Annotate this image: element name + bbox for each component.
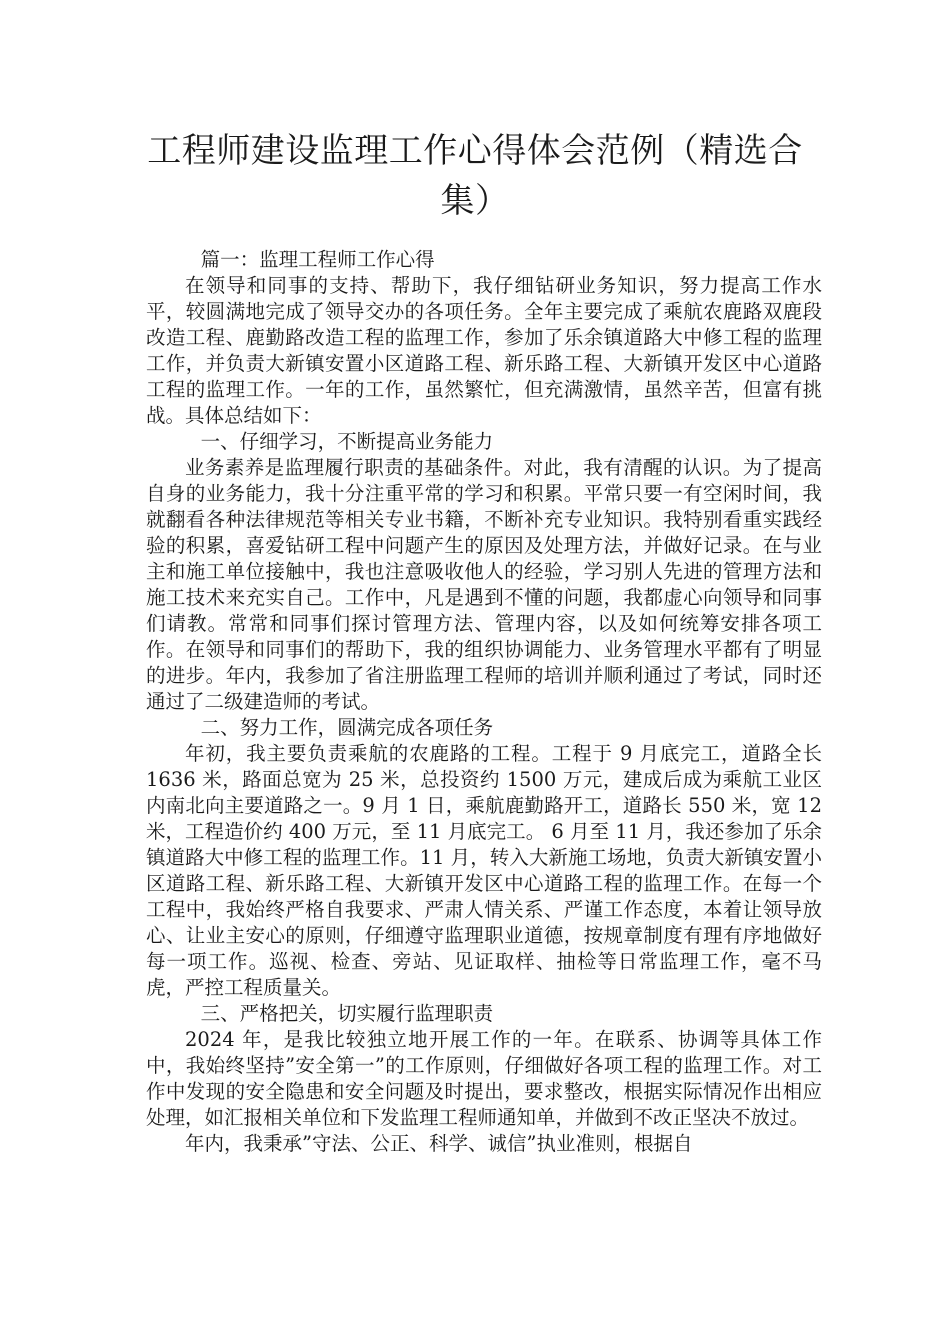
body-paragraph: 年内，我秉承”守法、公正、科学、诚信”执业准则，根据自 xyxy=(185,1132,693,1155)
document-title: 工程师建设监理工作心得体会范例（精选合集） xyxy=(147,131,803,221)
section-heading: 二、努力工作，圆满完成各项任务 xyxy=(200,716,494,739)
section-heading: 三、严格把关，切实履行监理职责 xyxy=(200,1002,494,1025)
body-paragraph: 在领导和同事的支持、帮助下，我仔细钻研业务知识，努力提高工作水平，较圆满地完成了领导交办的各项任务。全年主要完成了乘航农鹿路双鹿段改造工程、鹿勤路改造工程的监理工作，参加了乐余镇道路大中修工程的监理工作，并负责大新镇安置小区道路工程、新乐路工程、大新镇开发区中心道路工程的监理工作。一年的工作，虽然繁忙，但充满激情，虽然辛苦，但富有挑战。具体总结如下： xyxy=(146,274,822,427)
body-paragraph: 业务素养是监理履行职责的基础条件。对此，我有清醒的认识。为了提高自身的业务能力，我十分注重平常的学习和积累。平常只要一有空闲时间，我就翻看各种法律规范等相关专业书籍，不断补充专业知识。我特别看重实践经验的积累，喜爱钻研工程中问题产生的原因及处理方法，并做好记录。在与业主和施工单位接触中，我也注意吸收他人的经验，学习别人先进的管理方法和施工技术来充实自己。工作中，凡是遇到不懂的问题，我都虚心向领导和同事们请教。常常和同事们探讨管理方法、管理内容，以及如何统筹安排各项工作。在领导和同事们的帮助下，我的组织协调能力、业务管理水平都有了明显的进步。年内，我参加了省注册监理工程师的培训并顺利通过了考试，同时还通过了二级建造师的考试。 xyxy=(146,456,822,713)
document-body xyxy=(146,247,822,1157)
body-paragraph: 年初，我主要负责乘航的农鹿路的工程。工程于 9 月底完工，道路全长 1636 米，路面总宽为 25 米，总投资约 1500 万元，建成后成为乘航工业区内南北向主要道路之一。9 月 1 日，乘航鹿勤路开工，道路长 550 米，宽 12 米，工程造价约 400 万元，至 11 月底完工。 6 月至 11 月，我还参加了乐余镇道路大中修工程的监理工作。11 月，转入大新施工场地，负责大新镇安置小区道路工程、新乐路工程、大新镇开发区中心道路工程的监理工作。在每一个工程中，我始终严格自我要求、严肃人情关系、严谨工作态度，本着让领导放心、让业主安心的原则，仔细遵守监理职业道德，按规章制度有理有序地做好每一项工作。巡视、检查、旁站、见证取样、抽检等日常监理工作，毫不马虎，严控工程质量关。 xyxy=(146,742,822,999)
body-paragraph: 2024 年，是我比较独立地开展工作的一年。在联系、协调等具体工作中，我始终坚持”安全第一”的工作原则，仔细做好各项工程的监理工作。对工作中发现的安全隐患和安全问题及时提出，要求整改，根据实际情况作出相应处理，如汇报相关单位和下发监理工程师通知单，并做到不改正坚决不放过。 xyxy=(146,1028,822,1129)
section-heading: 篇一：监理工程师工作心得 xyxy=(200,248,435,271)
section-heading: 一、仔细学习，不断提高业务能力 xyxy=(200,430,494,453)
